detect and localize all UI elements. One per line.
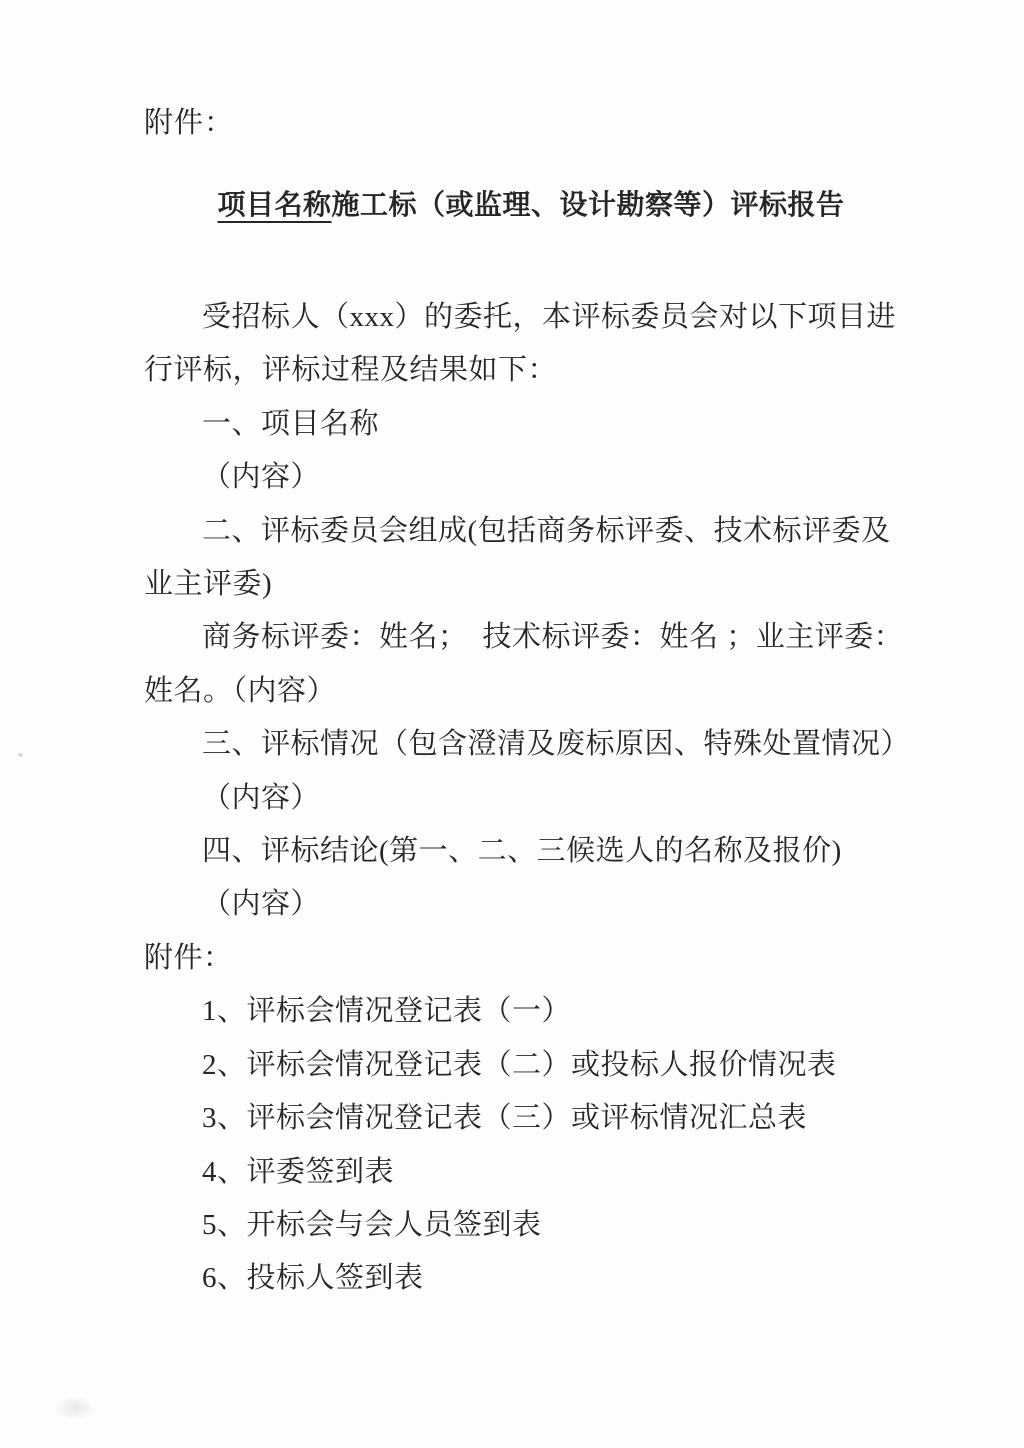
body-line: （内容）	[202, 781, 321, 814]
scan-artifact-speck	[18, 753, 23, 757]
body-line: 三、评标情况（包含澄清及废标原因、特殊处置情况）	[202, 728, 911, 761]
body-line: 受招标人（xxx）的委托，本评标委员会对以下项目进	[202, 301, 897, 333]
document-body	[144, 291, 911, 1306]
scan-artifact-smudge	[55, 1395, 95, 1421]
body-line: 行评标，评标过程及结果如下：	[144, 354, 558, 387]
body-line: （内容）	[202, 461, 321, 494]
body-line: 商务标评委：姓名； 技术标评委：姓名 ；业主评委：	[202, 621, 904, 654]
body-line: 3、评标会情况登记表（三）或评标情况汇总表	[202, 1102, 808, 1135]
body-line: （内容）	[202, 888, 321, 921]
body-line: 5、开标会与会人员签到表	[202, 1208, 542, 1241]
body-line: 业主评委)	[144, 568, 273, 601]
body-line: 姓名。（内容）	[144, 674, 337, 707]
body-line: 四、评标结论(第一、二、三候选人的名称及报价)	[202, 835, 842, 868]
body-line: 1、评标会情况登记表（一）	[202, 995, 572, 1028]
title-rest: 施工标（或监理、设计勘察等）评标报告	[331, 190, 845, 221]
body-line: 一、项目名称	[202, 407, 380, 440]
body-line: 6、投标人签到表	[202, 1262, 424, 1295]
body-line: 2、评标会情况登记表（二）或投标人报价情况表	[202, 1048, 837, 1081]
body-line: 附件：	[144, 941, 233, 974]
attachment-label-top: 附件：	[144, 107, 235, 139]
body-line: 二、评标委员会组成(包括商务标评委、技术标评委及	[202, 514, 891, 547]
title-project-name-underlined: 项目名称	[217, 190, 332, 221]
document-title	[19, 183, 1024, 223]
body-line: 4、评委签到表	[202, 1155, 395, 1188]
